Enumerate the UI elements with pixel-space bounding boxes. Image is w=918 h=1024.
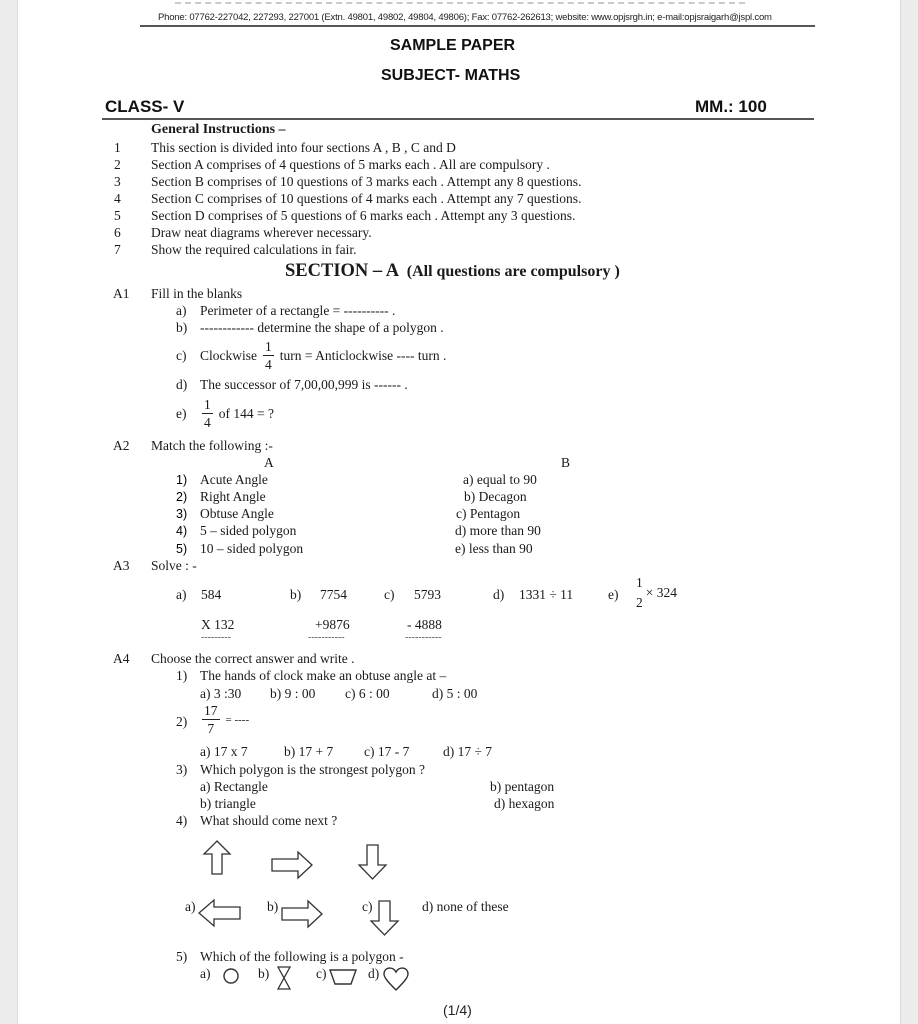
instruction-num: 7 [114, 242, 121, 257]
match-item-b: d) more than 90 [455, 523, 541, 538]
instruction-num: 2 [114, 157, 121, 172]
page-number: (1/4) [443, 1002, 472, 1018]
sub-question-label: 4) [176, 813, 188, 828]
arrow-left-icon [196, 898, 242, 928]
choice: a) 3 :30 [200, 686, 242, 701]
instruction-num: 6 [114, 225, 121, 240]
operand-bottom: X 132 [201, 617, 235, 632]
subject-title: SUBJECT- MATHS [381, 67, 521, 84]
option-label: e) [176, 406, 187, 421]
choice: a) 17 x 7 [200, 744, 248, 759]
faded-school-address [175, 2, 745, 8]
match-item-a: 5 – sided polygon [200, 523, 297, 538]
column-b-header: B [561, 455, 571, 470]
match-item-a: Right Angle [200, 489, 266, 504]
instruction-text: This section is divided into four sections A , B , C and D [151, 140, 456, 155]
header-rule [140, 25, 815, 27]
sub-question-text: Which of the following is a polygon - [200, 949, 404, 964]
question-title: Choose the correct answer and write . [151, 651, 355, 666]
section-a-heading [285, 261, 620, 282]
fraction [202, 704, 220, 735]
choice: b) pentagon [490, 779, 555, 794]
answer-line: --------- [201, 632, 231, 643]
instruction-text: Show the required calculations in fair. [151, 242, 357, 257]
option-label: b) [267, 899, 279, 914]
class-label: CLASS- V [105, 97, 185, 116]
question-title: Solve : - [151, 558, 197, 573]
arrow-right-icon [270, 850, 314, 880]
denominator: 7 [207, 720, 215, 736]
arrow-up-icon [202, 840, 232, 876]
instruction-num: 5 [114, 208, 121, 223]
viewer-left-margin [0, 0, 18, 1024]
instruction-text: Section A comprises of 4 questions of 5 marks each . All are compulsory . [151, 157, 550, 172]
choice: d) hexagon [494, 796, 555, 811]
choice: a) Rectangle [200, 779, 268, 794]
arrow-down-icon [358, 843, 388, 881]
sub-question-label: 1) [176, 668, 188, 683]
instruction-text: Section B comprises of 10 questions of 3 marks each . Attempt any 8 questions. [151, 174, 582, 189]
viewer-right-margin [900, 0, 918, 1024]
fill-blank-c [200, 340, 446, 371]
item-label: 4) [176, 524, 188, 538]
question-number: A2 [113, 438, 130, 453]
fill-blank-a: Perimeter of a rectangle = ---------- . [200, 303, 396, 318]
option-none: d) none of these [422, 899, 509, 914]
choice: d) 17 ÷ 7 [443, 744, 493, 759]
option-label: b) [176, 320, 188, 335]
question-number: A4 [113, 651, 130, 666]
match-item-b: e) less than 90 [455, 541, 533, 556]
match-item-a: Acute Angle [200, 472, 268, 487]
option-label: e) [608, 587, 619, 602]
option-label: a) [200, 966, 211, 981]
choice: b) 17 + 7 [284, 744, 334, 759]
trapezium-icon [328, 968, 358, 986]
option-label: c) [316, 966, 327, 981]
section-note: (All questions are compulsory ) [406, 263, 620, 280]
choice: b) triangle [200, 796, 256, 811]
expression: 1331 ÷ 11 [519, 587, 574, 602]
operand-top: 5793 [414, 587, 441, 602]
numerator: 1 [204, 397, 211, 412]
numerator: 1 [265, 339, 272, 354]
instruction-num: 3 [114, 174, 121, 189]
fill-blank-d: The successor of 7,00,00,999 is ------ . [200, 377, 408, 392]
match-item-b: c) Pentagon [456, 506, 521, 521]
instruction-text: Draw neat diagrams wherever necessary. [151, 225, 372, 240]
match-item-a: 10 – sided polygon [200, 541, 304, 556]
sub-question-text: What should come next ? [200, 813, 338, 828]
sub-question-label: 5) [176, 949, 188, 964]
paper-title: SAMPLE PAPER [390, 37, 516, 54]
question-title: Match the following :- [151, 438, 273, 453]
option-label: d) [368, 966, 380, 981]
item-label: 5) [176, 542, 188, 556]
fraction [263, 340, 274, 371]
option-label: b) [258, 966, 270, 981]
instruction-text: Section D comprises of 5 questions of 6 marks each . Attempt any 3 questions. [151, 208, 576, 223]
item-label: 3) [176, 507, 188, 521]
choice: c) 6 : 00 [345, 686, 390, 701]
sub-question-text: The hands of clock make an obtuse angle at – [200, 668, 447, 683]
answer-line: ----------- [308, 632, 345, 643]
match-item-b: b) Decagon [464, 489, 527, 504]
text: = ---- [225, 713, 250, 726]
option-label: d) [176, 377, 188, 392]
class-rule [102, 118, 814, 120]
operand-bottom: - 4888 [407, 617, 442, 632]
fraction [202, 398, 213, 429]
section-title: SECTION – A [285, 261, 399, 281]
arrow-down-icon [370, 899, 400, 937]
choice: d) 5 : 00 [432, 686, 478, 701]
question-title: Fill in the blanks [151, 286, 243, 301]
numerator: 1 [636, 575, 643, 590]
option-label: a) [176, 303, 187, 318]
instruction-num: 1 [114, 140, 121, 155]
question-number: A3 [113, 558, 130, 573]
sub-question-text: Which polygon is the strongest polygon ? [200, 762, 425, 777]
fraction [636, 576, 643, 609]
option-label: d) [493, 587, 505, 602]
choice: c) 17 - 7 [364, 744, 410, 759]
heart-icon [382, 965, 410, 993]
operand-top: 584 [201, 587, 222, 602]
instructions-heading: General Instructions – [151, 122, 286, 137]
operand-top: 7754 [320, 587, 347, 602]
denominator: 4 [204, 414, 211, 430]
text: turn = Anticlockwise ---- turn . [279, 347, 447, 363]
column-a-header: A [264, 455, 274, 470]
max-marks: MM.: 100 [695, 97, 767, 116]
hourglass-icon [276, 965, 292, 991]
match-item-a: Obtuse Angle [200, 506, 274, 521]
contact-line: Phone: 07762-227042, 227293, 227001 (Extn. 49801, 49802, 49804, 49806); Fax: 07762-262613; website: www.opjsrgh.in; e-mail:opjsraigarh@jspl.com [158, 12, 772, 23]
option-label: a) [185, 899, 196, 914]
fill-blank-b: ------------ determine the shape of a polygon . [200, 320, 444, 335]
instruction-text: Section C comprises of 10 questions of 4 marks each . Attempt any 7 questions. [151, 191, 582, 206]
choice: b) 9 : 00 [270, 686, 316, 701]
item-label: 1) [176, 473, 188, 487]
option-label: a) [176, 587, 187, 602]
denominator: 2 [636, 594, 643, 610]
sub-question-text [196, 704, 249, 735]
fill-blank-e [196, 398, 274, 429]
text: × 324 [645, 584, 677, 600]
instruction-num: 4 [114, 191, 121, 206]
arrow-right-icon [280, 899, 324, 929]
circle-icon [222, 967, 240, 985]
option-label: b) [290, 587, 302, 602]
answer-line: ----------- [405, 632, 442, 643]
sub-question-label: 3) [176, 762, 188, 777]
option-label: c) [362, 899, 373, 914]
option-label: c) [384, 587, 395, 602]
text: Clockwise [200, 347, 257, 363]
expression [636, 576, 677, 609]
text: of 144 = ? [218, 405, 274, 421]
option-label: c) [176, 348, 187, 363]
operand-bottom: +9876 [315, 617, 350, 632]
sub-question-label: 2) [176, 714, 188, 729]
question-number: A1 [113, 286, 130, 301]
item-label: 2) [176, 490, 188, 504]
numerator: 17 [204, 703, 218, 718]
match-item-b: a) equal to 90 [463, 472, 537, 487]
denominator: 4 [265, 356, 272, 372]
